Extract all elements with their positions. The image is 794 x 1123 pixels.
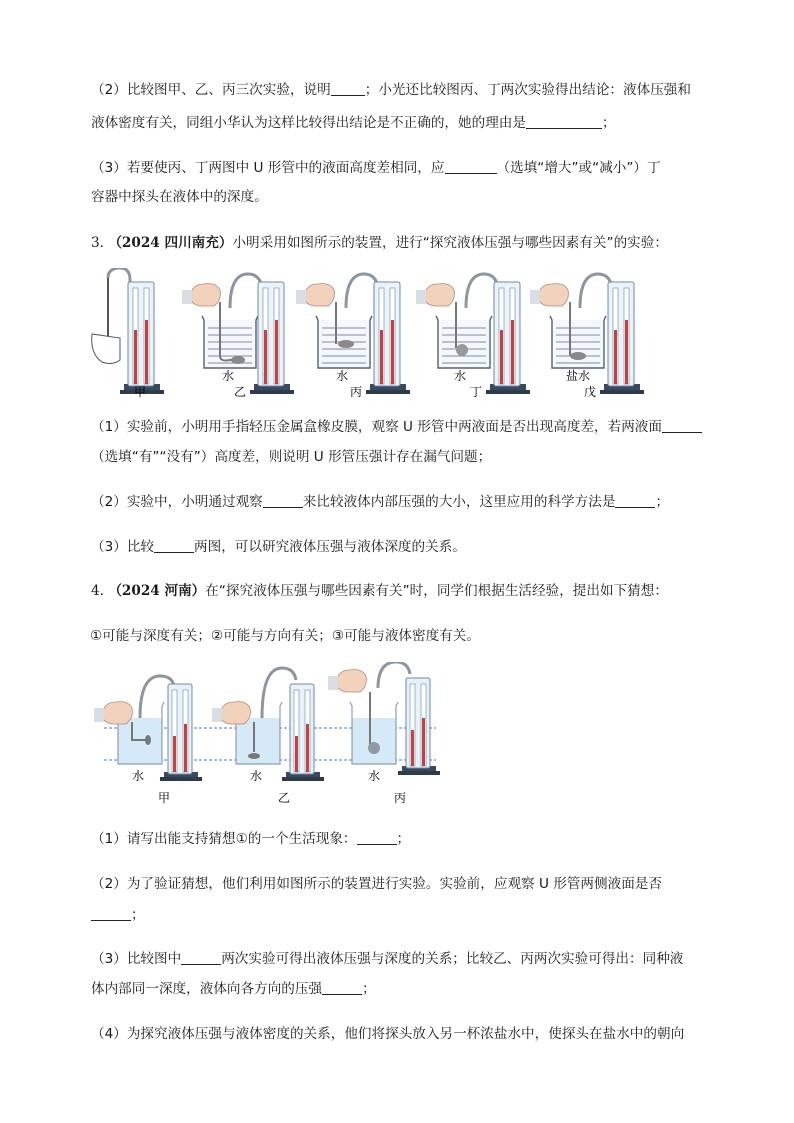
q4-p2-line1: （2）为了验证猜想，他们利用如图所示的装置进行实验。实验前，应观察 U 形管两侧液面是否 bbox=[91, 876, 662, 892]
prev-q3-line2: 容器中探头在液体中的深度。 bbox=[91, 189, 268, 205]
figure-caption: 甲 bbox=[133, 385, 147, 399]
q3-p1-line2: （选填“有”“没有”）高度差，则说明 U 形管压强计存在漏气问题； bbox=[91, 449, 492, 465]
q3-p2: （2）实验中，小明通过观察 来比较液体内部压强的大小，这里应用的科学方法是 ； bbox=[91, 494, 670, 510]
answer-blank[interactable] bbox=[263, 493, 303, 508]
q3-figure bbox=[90, 268, 710, 400]
figure-caption: 乙 bbox=[277, 791, 291, 805]
liquid-label: 水 bbox=[453, 369, 467, 383]
answer-blank[interactable] bbox=[154, 538, 194, 553]
liquid-label: 水 bbox=[335, 369, 349, 383]
apparatus-bing bbox=[296, 274, 410, 394]
liquid-label: 盐水 bbox=[565, 369, 591, 383]
q3-stem bbox=[91, 233, 668, 253]
question-number: 3. bbox=[91, 235, 104, 251]
figure-caption: 戊 bbox=[583, 385, 597, 399]
q4-stem bbox=[91, 581, 668, 601]
q4-p2-line2: ； bbox=[91, 905, 145, 925]
q3-p3: （3）比较 两图，可以研究液体压强与液体深度的关系。 bbox=[91, 539, 466, 555]
question-stem: 在“探究液体压强与哪些因素有关”时，同学们根据生活经验，提出如下猜想： bbox=[205, 583, 668, 599]
liquid-label: 水 bbox=[249, 769, 263, 783]
prev-q2-line1: （2）比较图甲、乙、丙三次实验，说明 ；小光还比较图丙、丁两次实验得出结论：液体压强和 bbox=[91, 82, 691, 98]
liquid-label: 水 bbox=[131, 769, 145, 783]
figure-caption: 丙 bbox=[393, 791, 407, 805]
answer-blank[interactable] bbox=[445, 159, 497, 174]
answer-blank[interactable] bbox=[181, 950, 221, 965]
question-source: （2024 四川南充） bbox=[108, 235, 233, 251]
answer-blank[interactable] bbox=[91, 906, 131, 921]
figure-caption: 乙 bbox=[233, 385, 247, 399]
q4-figure bbox=[90, 662, 450, 812]
apparatus-jia bbox=[92, 268, 164, 394]
answer-blank[interactable] bbox=[526, 114, 602, 129]
answer-blank[interactable] bbox=[357, 830, 397, 845]
q4-p3-line1: （3）比较图中 两次实验可得出液体压强与深度的关系；比较乙、丙两次实验可得出：同种液 bbox=[91, 951, 684, 967]
figure-caption: 丙 bbox=[349, 385, 363, 399]
answer-blank[interactable] bbox=[331, 81, 365, 96]
q3-p1-line1: （1）实验前，小明用手指轻压金属盒橡皮膜，观察 U 形管中两液面是否出现高度差，若两液面 bbox=[91, 417, 702, 437]
question-stem: 小明采用如图所示的装置，进行“探究液体压强与哪些因素有关”的实验： bbox=[232, 235, 668, 251]
q4-guesses: ①可能与深度有关；②可能与方向有关；③可能与液体密度有关。 bbox=[90, 628, 480, 644]
question-number: 4. bbox=[91, 583, 104, 599]
apparatus-bing bbox=[328, 662, 440, 775]
prev-q3-line1: （3）若要使丙、丁两图中 U 形管中的液面高度差相同，应 （选填“增大”或“减小”）丁 bbox=[91, 160, 661, 176]
liquid-label: 水 bbox=[367, 769, 381, 783]
liquid-label: 水 bbox=[221, 369, 235, 383]
apparatus-yi bbox=[212, 668, 324, 781]
answer-blank[interactable] bbox=[322, 980, 362, 995]
q4-p4: （4）为探究液体压强与液体密度的关系，他们将探头放入另一杯浓盐水中，使探头在盐水中的朝向 bbox=[91, 1026, 685, 1042]
apparatus-ding bbox=[416, 274, 530, 394]
apparatus-yi bbox=[182, 274, 294, 394]
answer-blank[interactable] bbox=[615, 493, 655, 508]
figure-caption: 甲 bbox=[157, 791, 171, 805]
answer-blank[interactable] bbox=[662, 418, 702, 433]
figure-caption: 丁 bbox=[469, 385, 483, 399]
question-source: （2024 河南） bbox=[108, 583, 206, 599]
q4-p3-line2: 体内部同一深度，液体向各方向的压强 ； bbox=[91, 981, 376, 997]
q4-p1: （1）请写出能支持猜想①的一个生活现象： ； bbox=[91, 831, 411, 847]
prev-q2-line2: 液体密度有关，同组小华认为这样比较得出结论是不正确的，她的理由是 ； bbox=[91, 115, 616, 131]
